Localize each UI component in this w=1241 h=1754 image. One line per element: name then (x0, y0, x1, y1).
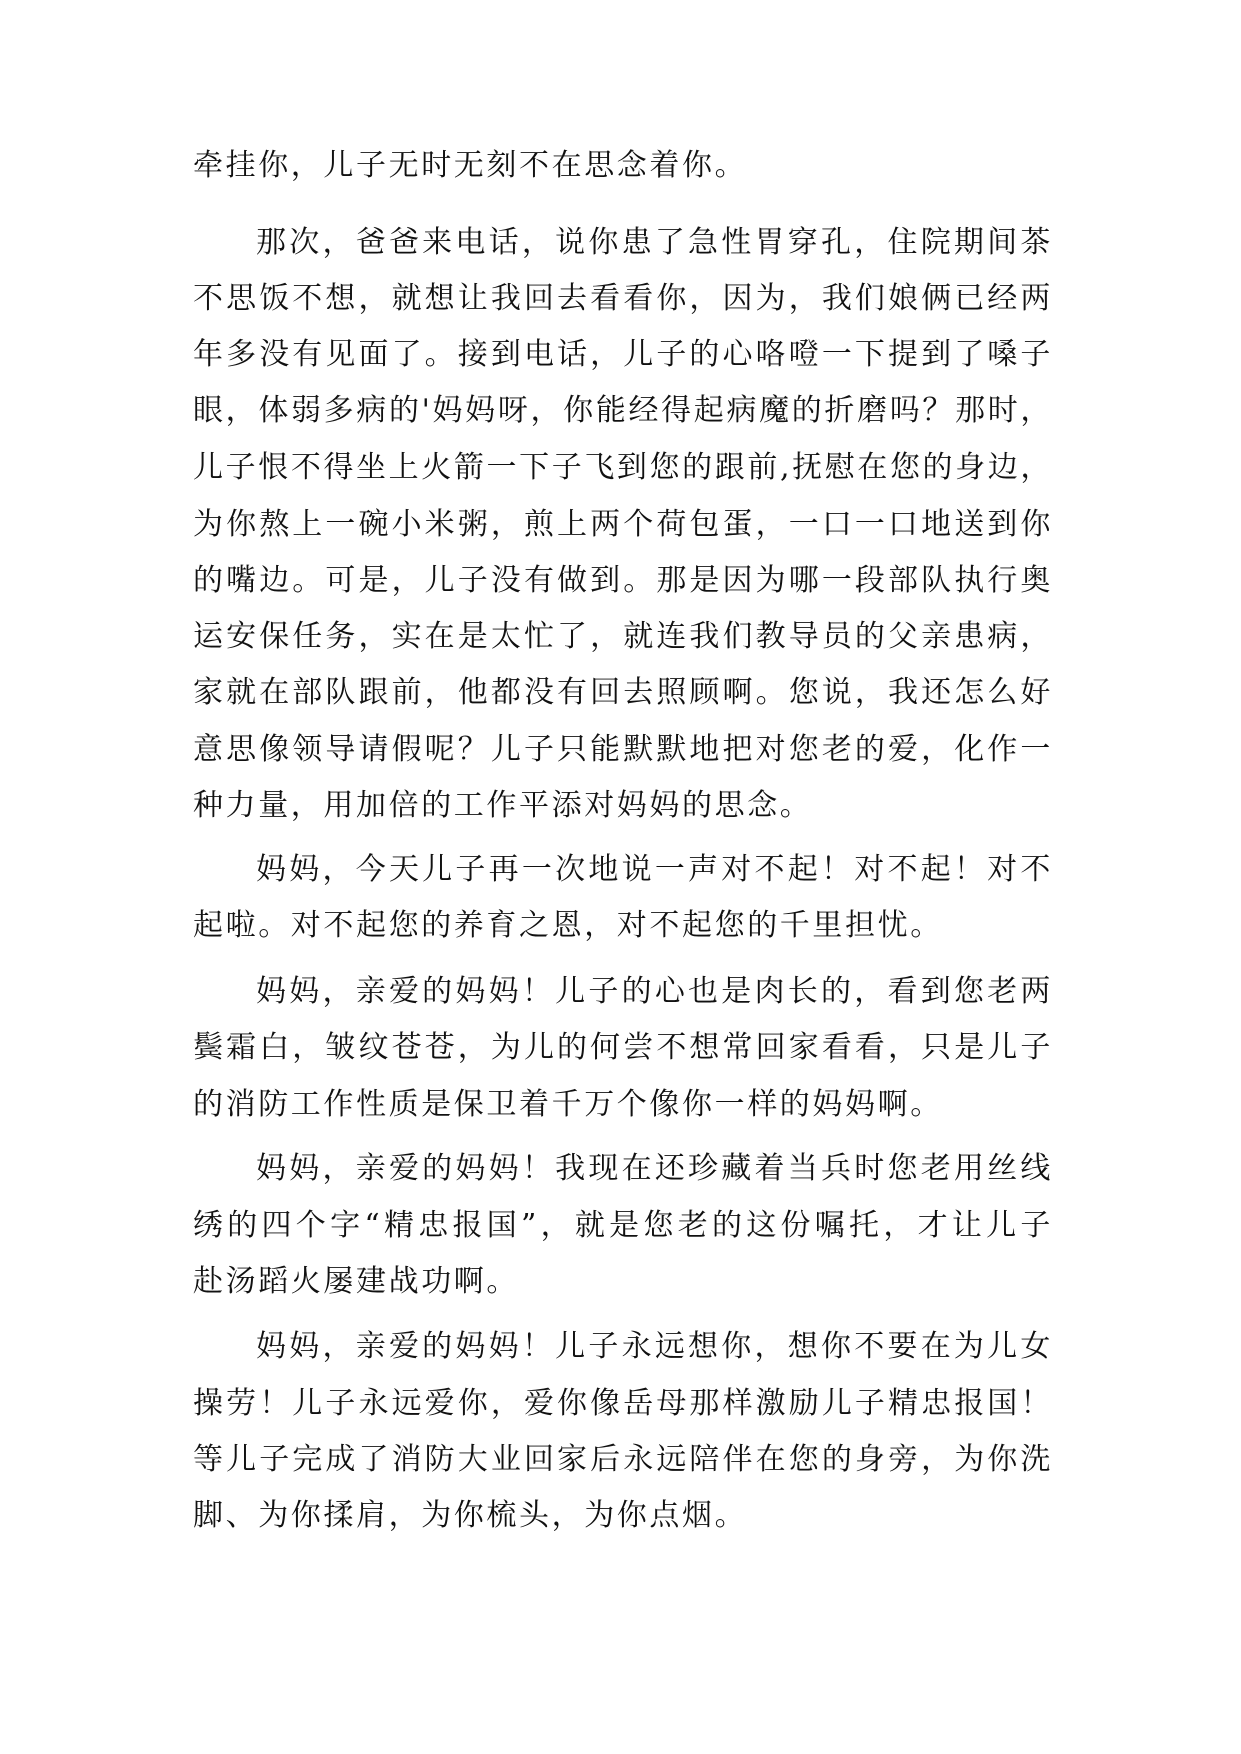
text-line: 的嘴边。可是，儿子没有做到。那是因为哪一段部队执行奥 (193, 563, 1053, 598)
text-line: 家就在部队跟前，他都没有回去照顾啊。您说，我还怎么好 (193, 675, 1053, 710)
text-line: 妈妈，亲爱的妈妈！儿子的心也是肉长的，看到您老两 (256, 974, 1053, 1009)
text-line: 妈妈，今天儿子再一次地说一声对不起！对不起！对不 (256, 852, 1053, 887)
text-line: 运安保任务，实在是太忙了，就连我们教导员的父亲患病， (193, 619, 1053, 654)
text-line: 赴汤蹈火屡建战功啊。 (193, 1264, 519, 1299)
text-line: 眼，体弱多病的'妈妈呀，你能经得起病魔的折磨吗？那时， (193, 393, 1053, 428)
text-line: 妈妈，亲爱的妈妈！我现在还珍藏着当兵时您老用丝线 (256, 1151, 1053, 1186)
text-line: 起啦。对不起您的养育之恩，对不起您的千里担忧。 (193, 908, 943, 943)
text-line: 不思饭不想，就想让我回去看看你，因为，我们娘俩已经两 (193, 281, 1053, 316)
text-line: 意思像领导请假呢？儿子只能默默地把对您老的爱，化作一 (193, 732, 1053, 767)
text-line: 鬓霜白，皱纹苍苍，为儿的何尝不想常回家看看，只是儿子 (193, 1030, 1053, 1065)
text-line: 绣的四个字“精忠报国”，就是您老的这份嘱托，才让儿子 (193, 1208, 1053, 1243)
text-line: 操劳！儿子永远爱你，爱你像岳母那样激励儿子精忠报国！ (193, 1386, 1053, 1421)
text-line: 那次，爸爸来电话，说你患了急性胃穿孔，住院期间茶 (256, 225, 1053, 260)
text-line: 为你熬上一碗小米粥，煎上两个荷包蛋，一口一口地送到你 (193, 507, 1053, 542)
text-line: 儿子恨不得坐上火箭一下子飞到您的跟前,抚慰在您的身边， (193, 450, 1053, 485)
text-line: 种力量，用加倍的工作平添对妈妈的思念。 (193, 788, 813, 823)
text-line: 的消防工作性质是保卫着千万个像你一样的妈妈啊。 (193, 1087, 943, 1122)
text-line: 年多没有见面了。接到电话，儿子的心咯噔一下提到了嗓子 (193, 337, 1053, 372)
text-line: 脚、为你揉肩，为你梳头，为你点烟。 (193, 1498, 748, 1533)
text-line: 妈妈，亲爱的妈妈！儿子永远想你，想你不要在为儿女 (256, 1329, 1053, 1364)
text-line: 等儿子完成了消防大业回家后永远陪伴在您的身旁，为你洗 (193, 1442, 1053, 1477)
text-line: 牵挂你，儿子无时无刻不在思念着你。 (193, 148, 748, 183)
